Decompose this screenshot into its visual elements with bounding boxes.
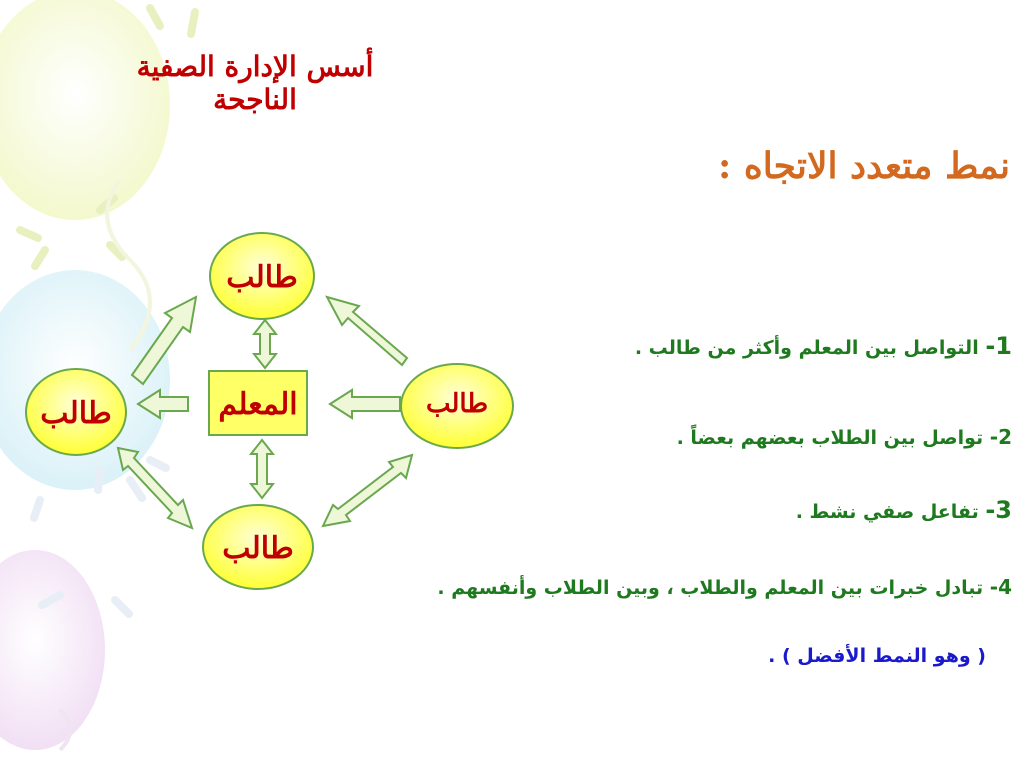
arrow-right-to-teacher	[330, 390, 400, 418]
arrow-teacher-top	[254, 320, 276, 368]
arrow-teacher-to-left	[138, 390, 188, 418]
arrow-left-bottom	[118, 448, 192, 528]
point-1-number: 1-	[985, 332, 1012, 360]
slide-title: أسس الإدارة الصفية الناجحة	[136, 50, 374, 116]
point-4-number: 4-	[989, 575, 1012, 599]
pattern-heading: نمط متعدد الاتجاه :	[718, 145, 1010, 187]
arrow-teacher-bottom	[251, 440, 273, 498]
best-pattern-note: ( وهو النمط الأفضل ) .	[768, 645, 986, 667]
teacher-label: المعلم	[218, 387, 298, 422]
point-1	[635, 332, 1012, 360]
student-label-bottom: طالب	[222, 531, 294, 566]
teacher-node	[209, 371, 307, 435]
student-node-left	[26, 369, 126, 455]
student-node-top	[210, 233, 314, 319]
arrow-right-to-top	[327, 297, 407, 365]
point-2-text: تواصل بين الطلاب بعضهم بعضاً .	[676, 427, 990, 449]
point-3-number: 3-	[985, 496, 1012, 524]
student-label-right: طالب	[425, 389, 489, 419]
point-2	[677, 425, 1012, 449]
point-1-text: التواصل بين المعلم وأكثر من طالب .	[634, 337, 986, 359]
point-3	[796, 496, 1012, 524]
arrow-left-to-top	[132, 297, 196, 384]
student-label-left: طالب	[40, 396, 112, 431]
point-4	[437, 575, 1012, 599]
student-label-top: طالب	[226, 260, 298, 295]
arrow-right-bottom	[323, 455, 412, 526]
student-node-bottom	[203, 505, 313, 589]
point-4-text: تبادل خبرات بين المعلم والطلاب ، وبين الطلاب وأنفسهم .	[437, 577, 990, 599]
student-node-right	[401, 364, 513, 448]
point-2-number: 2-	[989, 425, 1012, 449]
point-3-text: تفاعل صفي نشط .	[795, 501, 986, 523]
